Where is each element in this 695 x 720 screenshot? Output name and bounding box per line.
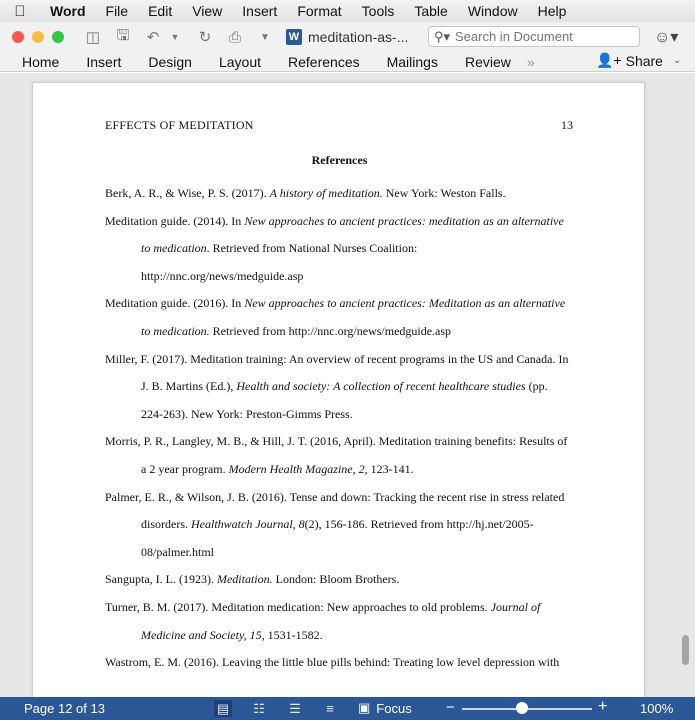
- zoom-level[interactable]: 100%: [640, 701, 674, 716]
- reference-line: [105, 456, 575, 484]
- tab-insert[interactable]: Insert: [86, 53, 122, 70]
- status-bar: [0, 697, 695, 720]
- reference-text: Berk, A. R., & Wise, P. S. (2017).: [105, 186, 270, 200]
- menu-bar: [0, 0, 695, 22]
- reference-line: [105, 401, 575, 429]
- word-document-icon: W: [286, 29, 302, 45]
- save-icon[interactable]: 🖫: [116, 26, 130, 44]
- reference-line: [105, 594, 575, 622]
- reference-italic-text: to medication.: [141, 323, 210, 338]
- tab-home[interactable]: Home: [22, 53, 60, 70]
- ribbon-overflow-icon[interactable]: »: [526, 53, 535, 70]
- reference-italic-text: New approaches to ancient practices: Meditation as an alternative: [244, 296, 566, 311]
- page-number: 13: [561, 118, 573, 132]
- reference-text: Retrieved from http://nnc.org/news/medguide.asp: [209, 323, 452, 338]
- reference-entry: [105, 594, 575, 649]
- ribbon-tabs: [0, 52, 695, 72]
- document-canvas[interactable]: [0, 73, 695, 697]
- menu-format[interactable]: Format: [297, 3, 342, 19]
- reference-italic-text: Health and society: A collection of recent healthcare studies: [236, 379, 526, 394]
- reference-text: . Retrieved from National Nurses Coalition:: [206, 241, 418, 256]
- zoom-window-button[interactable]: [52, 31, 64, 43]
- reference-entry: [105, 428, 575, 483]
- reference-line: [105, 484, 575, 512]
- reference-text: 224-263). New York: Preston-Gimms Press.: [141, 406, 353, 421]
- share-label: Share: [625, 52, 663, 69]
- reference-line: [105, 180, 575, 208]
- print-icon[interactable]: ⎙: [228, 28, 241, 46]
- focus-mode-button[interactable]: [358, 700, 412, 716]
- reference-text: Meditation guide. (2016). In: [105, 296, 245, 311]
- reference-entry: [105, 180, 575, 208]
- reference-entry: [105, 290, 575, 345]
- document-page[interactable]: [32, 82, 645, 697]
- reference-line: [105, 235, 575, 263]
- reference-italic-text: to medication: [141, 241, 207, 256]
- reference-text: (2), 156-186. Retrieved from http://hj.net/2005-: [304, 517, 534, 532]
- reference-line: [105, 428, 575, 456]
- reference-entry: [105, 208, 575, 291]
- menu-edit[interactable]: Edit: [148, 3, 173, 19]
- redo-icon[interactable]: ↻: [198, 29, 212, 46]
- tab-references[interactable]: References: [288, 53, 360, 70]
- menu-file[interactable]: File: [105, 3, 129, 19]
- reference-line: [105, 539, 575, 567]
- reference-text: Morris, P. R., Langley, M. B., & Hill, J. T. (2016, April). Meditation training benefits: Results of: [105, 434, 568, 449]
- reference-text: Turner, B. M. (2017). Meditation medication: New approaches to old problems.: [105, 600, 491, 614]
- reference-text: Meditation guide. (2014). In: [105, 213, 245, 228]
- reference-text: (pp.: [525, 379, 548, 394]
- draft-view-icon[interactable]: ≡: [326, 701, 334, 716]
- reference-italic-text: Modern Health Magazine, 2: [228, 461, 365, 476]
- reference-italic-text: New approaches to ancient practices: meditation as an alternative: [244, 213, 564, 228]
- reference-line: [105, 511, 575, 539]
- reference-italic-text: Medicine and Society, 15,: [141, 627, 265, 642]
- apple-menu-icon[interactable]: [0, 3, 40, 20]
- reference-text: 08/palmer.html: [141, 544, 214, 559]
- menu-help[interactable]: Help: [537, 3, 567, 19]
- reference-text: disorders.: [141, 517, 191, 532]
- zoom-slider-thumb[interactable]: [516, 702, 528, 714]
- share-button[interactable]: [596, 52, 681, 69]
- reference-line: [105, 346, 575, 374]
- minimize-window-button[interactable]: [32, 31, 44, 43]
- print-layout-view-icon[interactable]: ▤: [214, 700, 232, 717]
- menu-table[interactable]: Table: [414, 3, 448, 19]
- references-heading: References: [311, 153, 368, 167]
- reference-text: J. B. Martins (Ed.),: [141, 379, 237, 394]
- focus-icon: ▣: [358, 700, 371, 715]
- outline-view-icon[interactable]: ☰: [289, 700, 301, 716]
- reference-line: [105, 290, 575, 318]
- reference-line: [105, 622, 575, 650]
- search-icon[interactable]: ⚲▾: [433, 28, 451, 44]
- web-layout-view-icon[interactable]: ☷: [253, 700, 265, 716]
- menu-insert[interactable]: Insert: [242, 3, 278, 19]
- reference-entry: [105, 484, 575, 567]
- search-input[interactable]: [455, 29, 625, 44]
- tab-layout[interactable]: Layout: [218, 53, 262, 70]
- feedback-smiley-icon[interactable]: ☺▾: [654, 29, 679, 46]
- reference-text: 1531-1582.: [264, 627, 323, 642]
- search-box[interactable]: [428, 26, 640, 47]
- reference-line: [105, 263, 575, 291]
- add-person-icon: 👤+: [596, 52, 622, 68]
- reference-line: [105, 373, 575, 401]
- tab-review[interactable]: Review: [464, 53, 511, 70]
- sidebar-toggle-icon[interactable]: ◫: [85, 29, 101, 46]
- scrollbar-thumb[interactable]: [682, 635, 689, 665]
- reference-text: London: Bloom Brothers.: [272, 572, 400, 587]
- reference-italic-text: Meditation.: [216, 572, 273, 587]
- zoom-in-button[interactable]: +: [598, 698, 608, 715]
- window-toolbar: [0, 22, 695, 52]
- close-window-button[interactable]: [12, 31, 24, 43]
- menu-view[interactable]: View: [192, 3, 223, 19]
- running-head: EFFECTS OF MEDITATION: [105, 118, 254, 132]
- document-title: [286, 29, 408, 45]
- reference-line: [105, 649, 575, 677]
- undo-icon[interactable]: ↶: [146, 29, 160, 46]
- reference-italic-text: Journal of: [490, 600, 541, 614]
- reference-line: [105, 318, 575, 346]
- reference-text: Wastrom, E. M. (2016). Leaving the little blue pills behind: Treating low level depression with: [105, 655, 560, 670]
- reference-text: Miller, F. (2017). Meditation training: An overview of recent programs in the US and Canada. In: [105, 351, 569, 366]
- window-controls: [12, 31, 64, 43]
- zoom-out-button[interactable]: −: [446, 699, 455, 716]
- page-count[interactable]: Page 12 of 13: [24, 701, 105, 716]
- reference-text: Sangupta, I. L. (1923).: [105, 572, 217, 587]
- reference-italic-text: A history of meditation.: [269, 186, 383, 200]
- reference-text: , 123-141.: [364, 461, 414, 476]
- reference-entry: [105, 346, 575, 429]
- vertical-scrollbar[interactable]: [680, 73, 692, 697]
- customize-toolbar-icon[interactable]: ▼: [260, 31, 270, 43]
- reference-line: [105, 566, 575, 594]
- reference-text: a 2 year program.: [141, 461, 229, 476]
- reference-entry: [105, 649, 575, 677]
- reference-entry: [105, 566, 575, 594]
- chevron-down-icon[interactable]: ⌄: [672, 55, 682, 66]
- undo-dropdown-icon[interactable]: ▼: [170, 32, 180, 42]
- document-title-text: meditation-as-...: [308, 29, 409, 45]
- menu-app-word[interactable]: Word: [50, 3, 86, 19]
- tab-design[interactable]: Design: [148, 53, 192, 70]
- menu-window[interactable]: Window: [467, 3, 518, 19]
- reference-line: [105, 208, 575, 236]
- reference-text: Palmer, E. R., & Wilson, J. B. (2016). Tense and down: Tracking the recent rise in stress related: [105, 489, 565, 504]
- tab-mailings[interactable]: Mailings: [386, 53, 438, 70]
- reference-text: http://nnc.org/news/medguide.asp: [141, 268, 304, 283]
- reference-italic-text: Healthwatch Journal, 8: [191, 517, 305, 532]
- focus-label: Focus: [376, 700, 412, 716]
- menu-tools[interactable]: Tools: [361, 3, 395, 19]
- reference-text: New York: Weston Falls.: [382, 186, 506, 200]
